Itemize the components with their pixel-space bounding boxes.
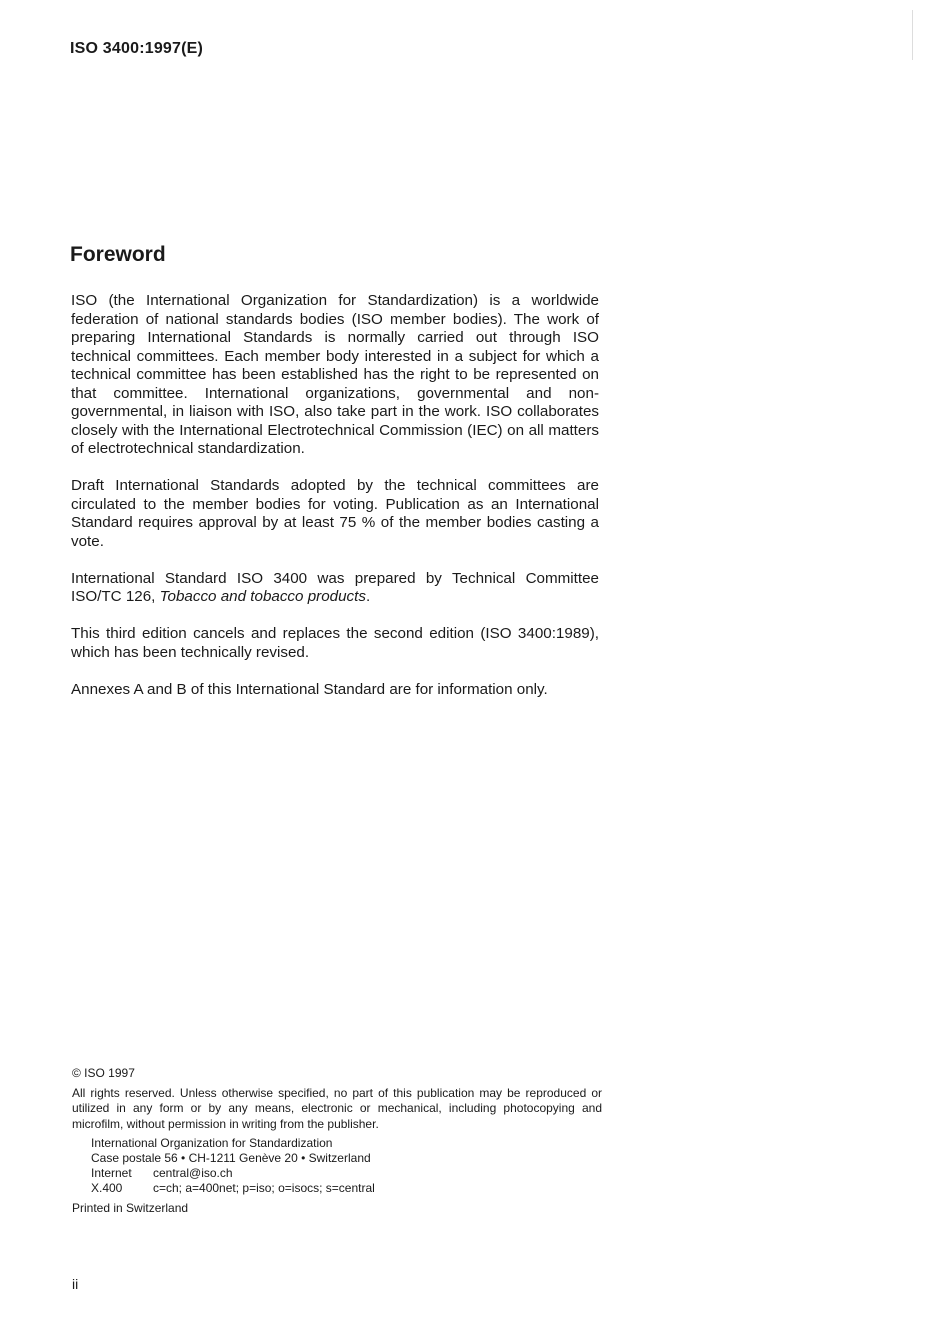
foreword-body [71,292,599,718]
organization-name: International Organization for Standardization [91,1135,333,1150]
x400-address: c=ch; a=400net; p=iso; o=isocs; s=central [153,1181,375,1196]
publisher-address [72,1136,602,1197]
paragraph-annexes: Annexes A and B of this International Standard are for information only. [71,680,548,698]
paragraph-iso-intro: ISO (the International Organization for Standardization) is a worldwide federation of national standards bodies (ISO member bodies). The work of preparing International Standards is normally carried out through ISO technical committees. Each member body interested in a subject for which a technical committee has been established has the right to be represented on that committee. International organizations, governmental and non-governmental, in liaison with ISO, also take part in the work. ISO collaborates closely with the International Electrotechnical Commission (IEC) on all matters of electrotechnical standardization. [71,292,599,457]
paragraph-prepared-by [71,570,599,607]
page-number: ii [72,1276,79,1292]
committee-subject: Tobacco and tobacco products [159,588,366,605]
printed-in: Printed in Switzerland [72,1200,189,1215]
rights-reserved-text: All rights reserved. Unless otherwise specified, no part of this publication may be reproduced or utilized in any form or by any means, electronic or mechanical, including photocopying and microfilm, without permission in writing from the publisher. [72,1086,602,1131]
section-title: Foreword [70,243,166,266]
document-id: ISO 3400:1997(E) [70,40,204,57]
prepared-by-text: International Standard ISO 3400 was prepared by Technical Committee ISO/TC 126, [71,569,599,605]
postal-address: Case postale 56 • CH-1211 Genève 20 • Switzerland [91,1151,371,1166]
page-edge-mark [912,10,913,60]
internet-address: central@iso.ch [153,1166,233,1181]
internet-label: Internet [91,1166,132,1181]
copyright-notice: © ISO 1997 [72,1066,135,1080]
paragraph-draft-standards: Draft International Standards adopted by the technical committees are circulated to the member bodies for voting. Publication as an International Standard requires approval by at least 75 % of the member bodies casting a vote. [71,477,599,550]
internet-row [91,1166,602,1181]
x400-label: X.400 [91,1181,123,1196]
x400-row [91,1181,602,1196]
paragraph-edition: This third edition cancels and replaces the second edition (ISO 3400:1989), which has been technically revised. [71,625,599,661]
prepared-by-end: . [365,588,371,605]
copyright-block [72,1066,602,1216]
